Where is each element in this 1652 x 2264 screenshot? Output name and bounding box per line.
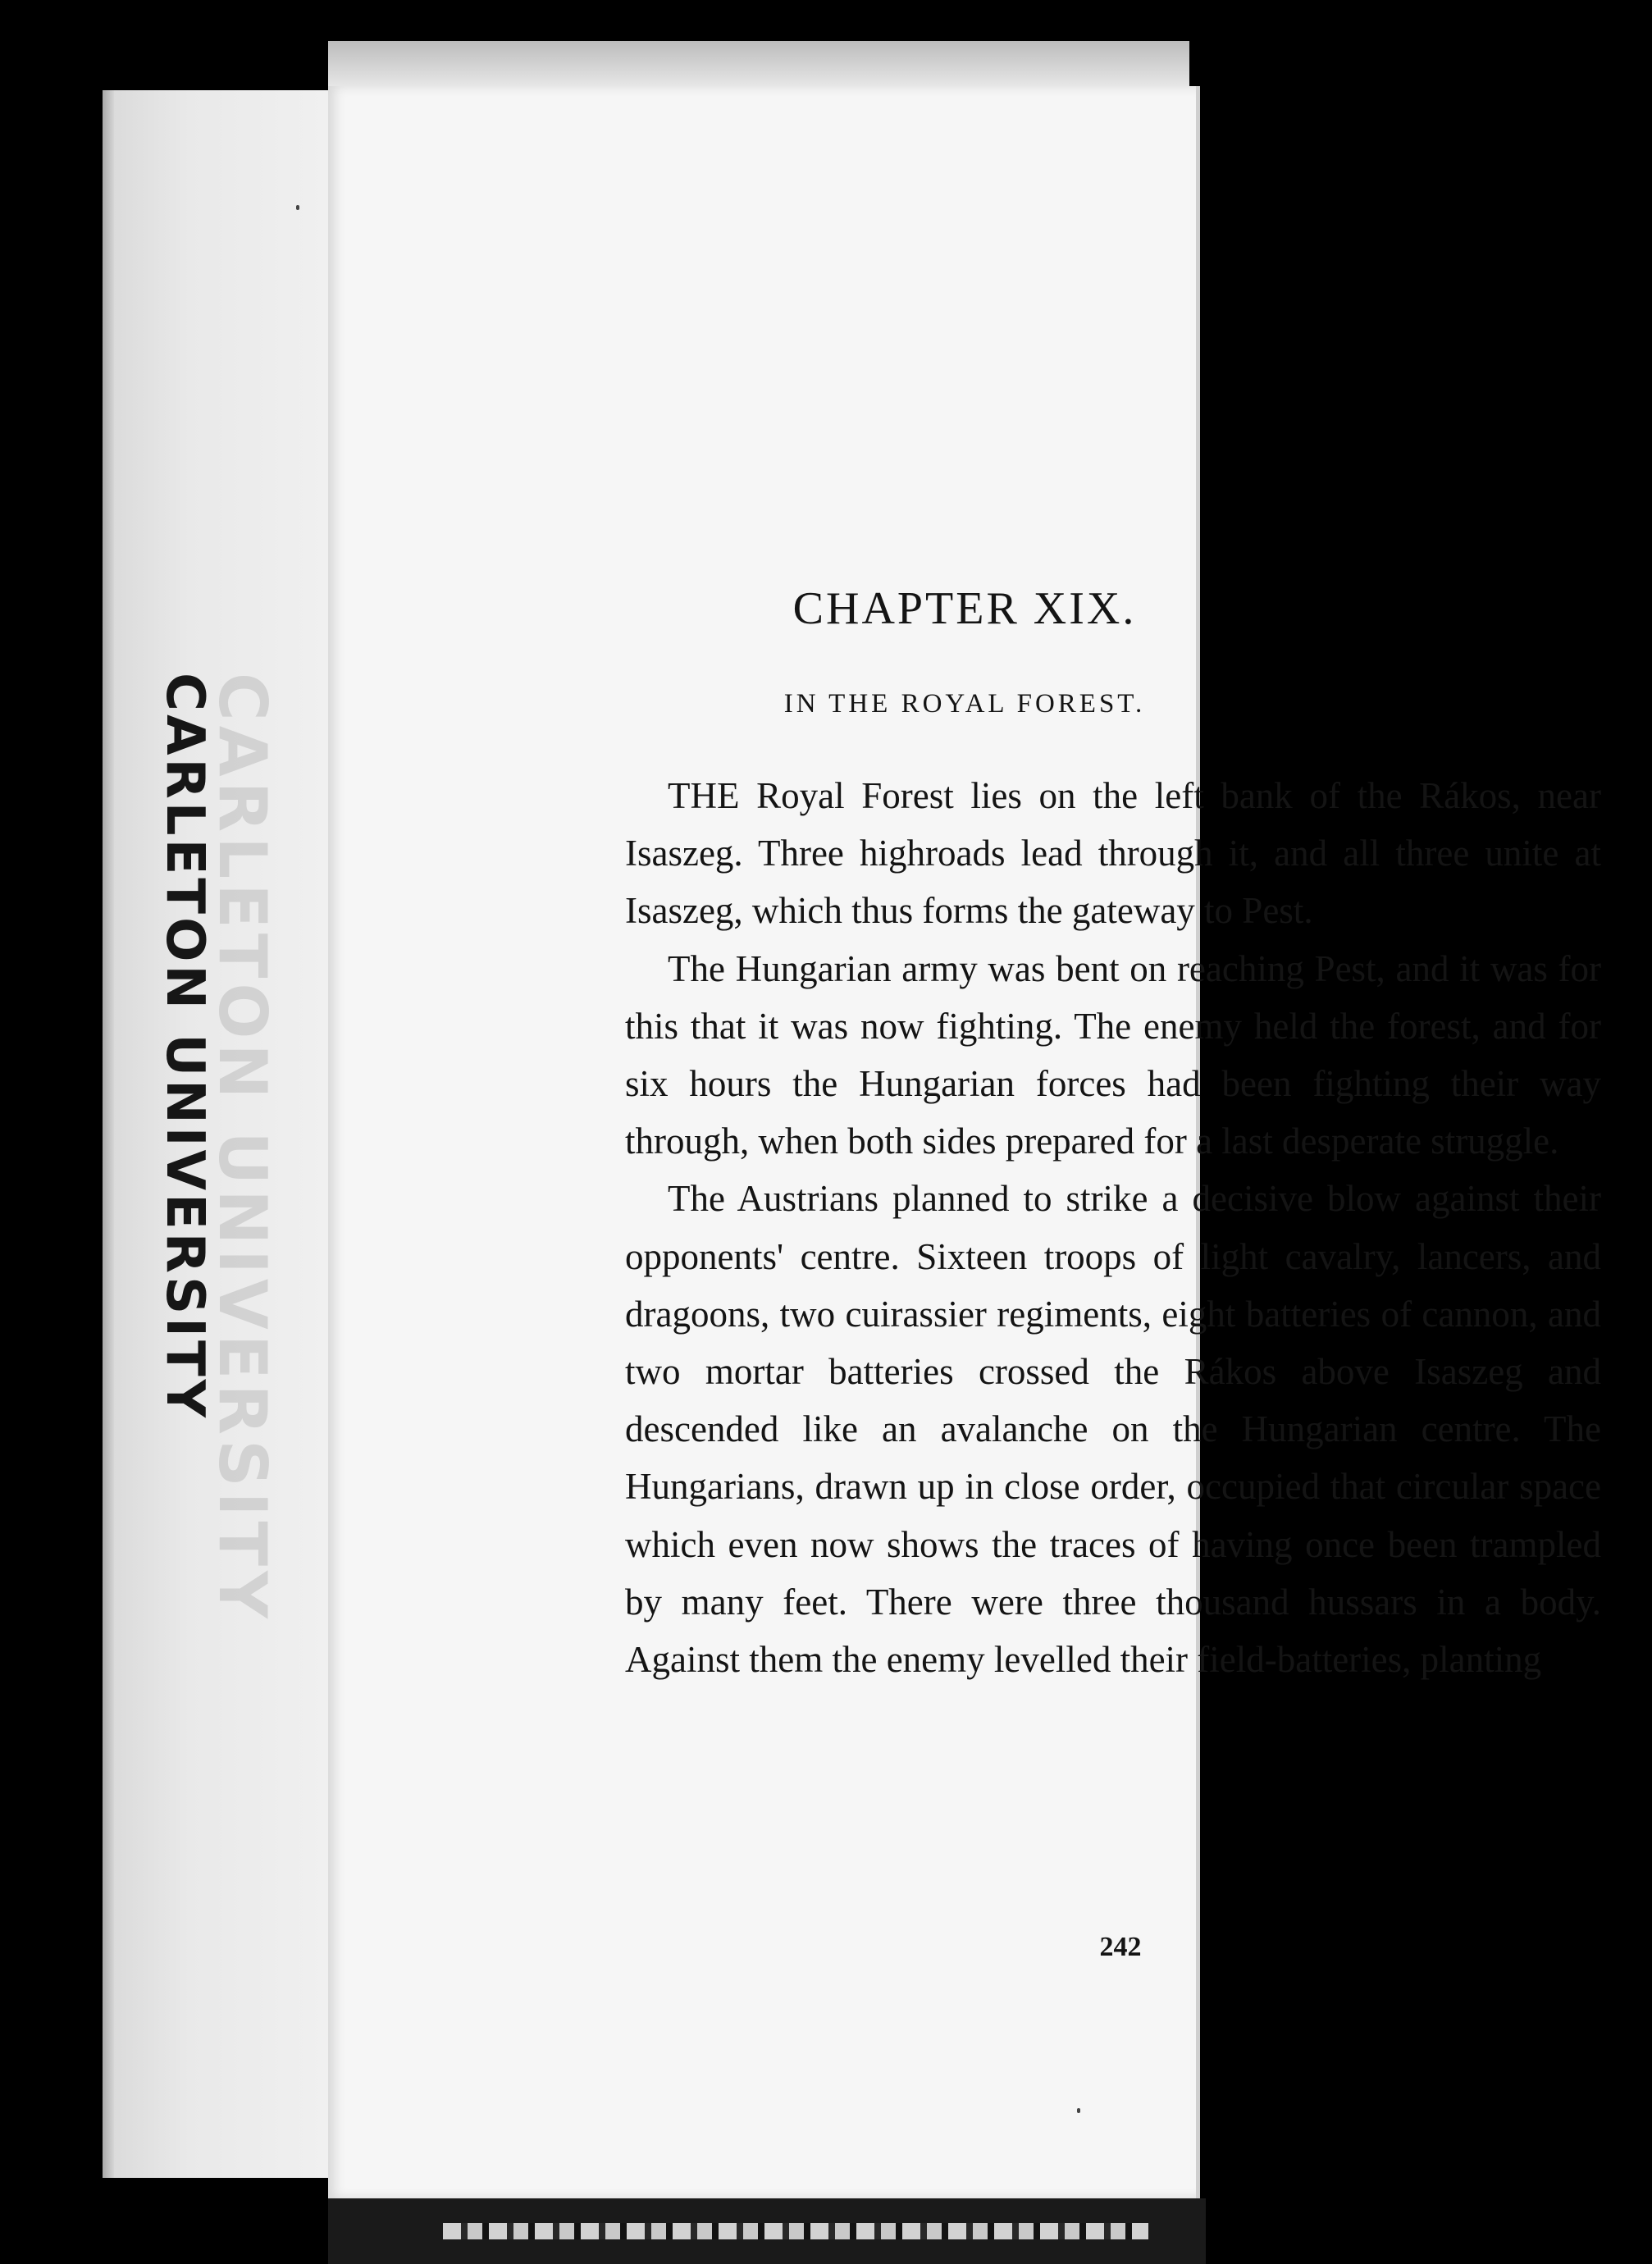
body-text — [625, 767, 1601, 1688]
chapter-title: CHAPTER XIX. — [792, 583, 1137, 634]
section-title: IN THE ROYAL FOREST. — [783, 689, 1146, 719]
dust-speck — [296, 205, 299, 210]
paragraph: The Austrians planned to strike a decisive blow against their opponents' centre. Sixteen troops of light cavalry, lancers, and dragoons, two cuirassier regiments, eight batteries of cannon, and two mortar batteries crossed the Rákos above Isaszeg and descended like an avalanche on the Hungarian centre. The Hungarians, drawn up in close order, occupied that circular space which even now shows the traces of having once been trampled by many feet. There were three thousand hussars in a body. Against them the enemy levelled their field-batteries, planting — [625, 1178, 1601, 1681]
bottom-bleed-through — [443, 2223, 1148, 2239]
gutter-edge-shadow — [103, 90, 114, 2178]
top-page-edge — [328, 41, 1189, 86]
library-stamp: CARLETON UNIVERSITY — [154, 673, 215, 1421]
paragraph: THE Royal Forest lies on the left bank of the Rákos, near Isaszeg. Three highroads lead through it, and all three unite at Isaszeg, which thus forms the gateway to Pest. — [625, 775, 1601, 932]
dust-speck — [1077, 2108, 1080, 2113]
stamp-bleed-through: CARLETON UNIVERSITY — [204, 673, 281, 1623]
bottom-page-edge — [328, 2198, 1206, 2264]
page-number: 242 — [1099, 1932, 1142, 1962]
paragraph: The Hungarian army was bent on reaching Pest, and it was for this that it was now fighting. The enemy held the forest, and for six hours the Hungarian forces had been fighting their way through, when both sides prepared for a last desperate struggle. — [625, 947, 1601, 1162]
